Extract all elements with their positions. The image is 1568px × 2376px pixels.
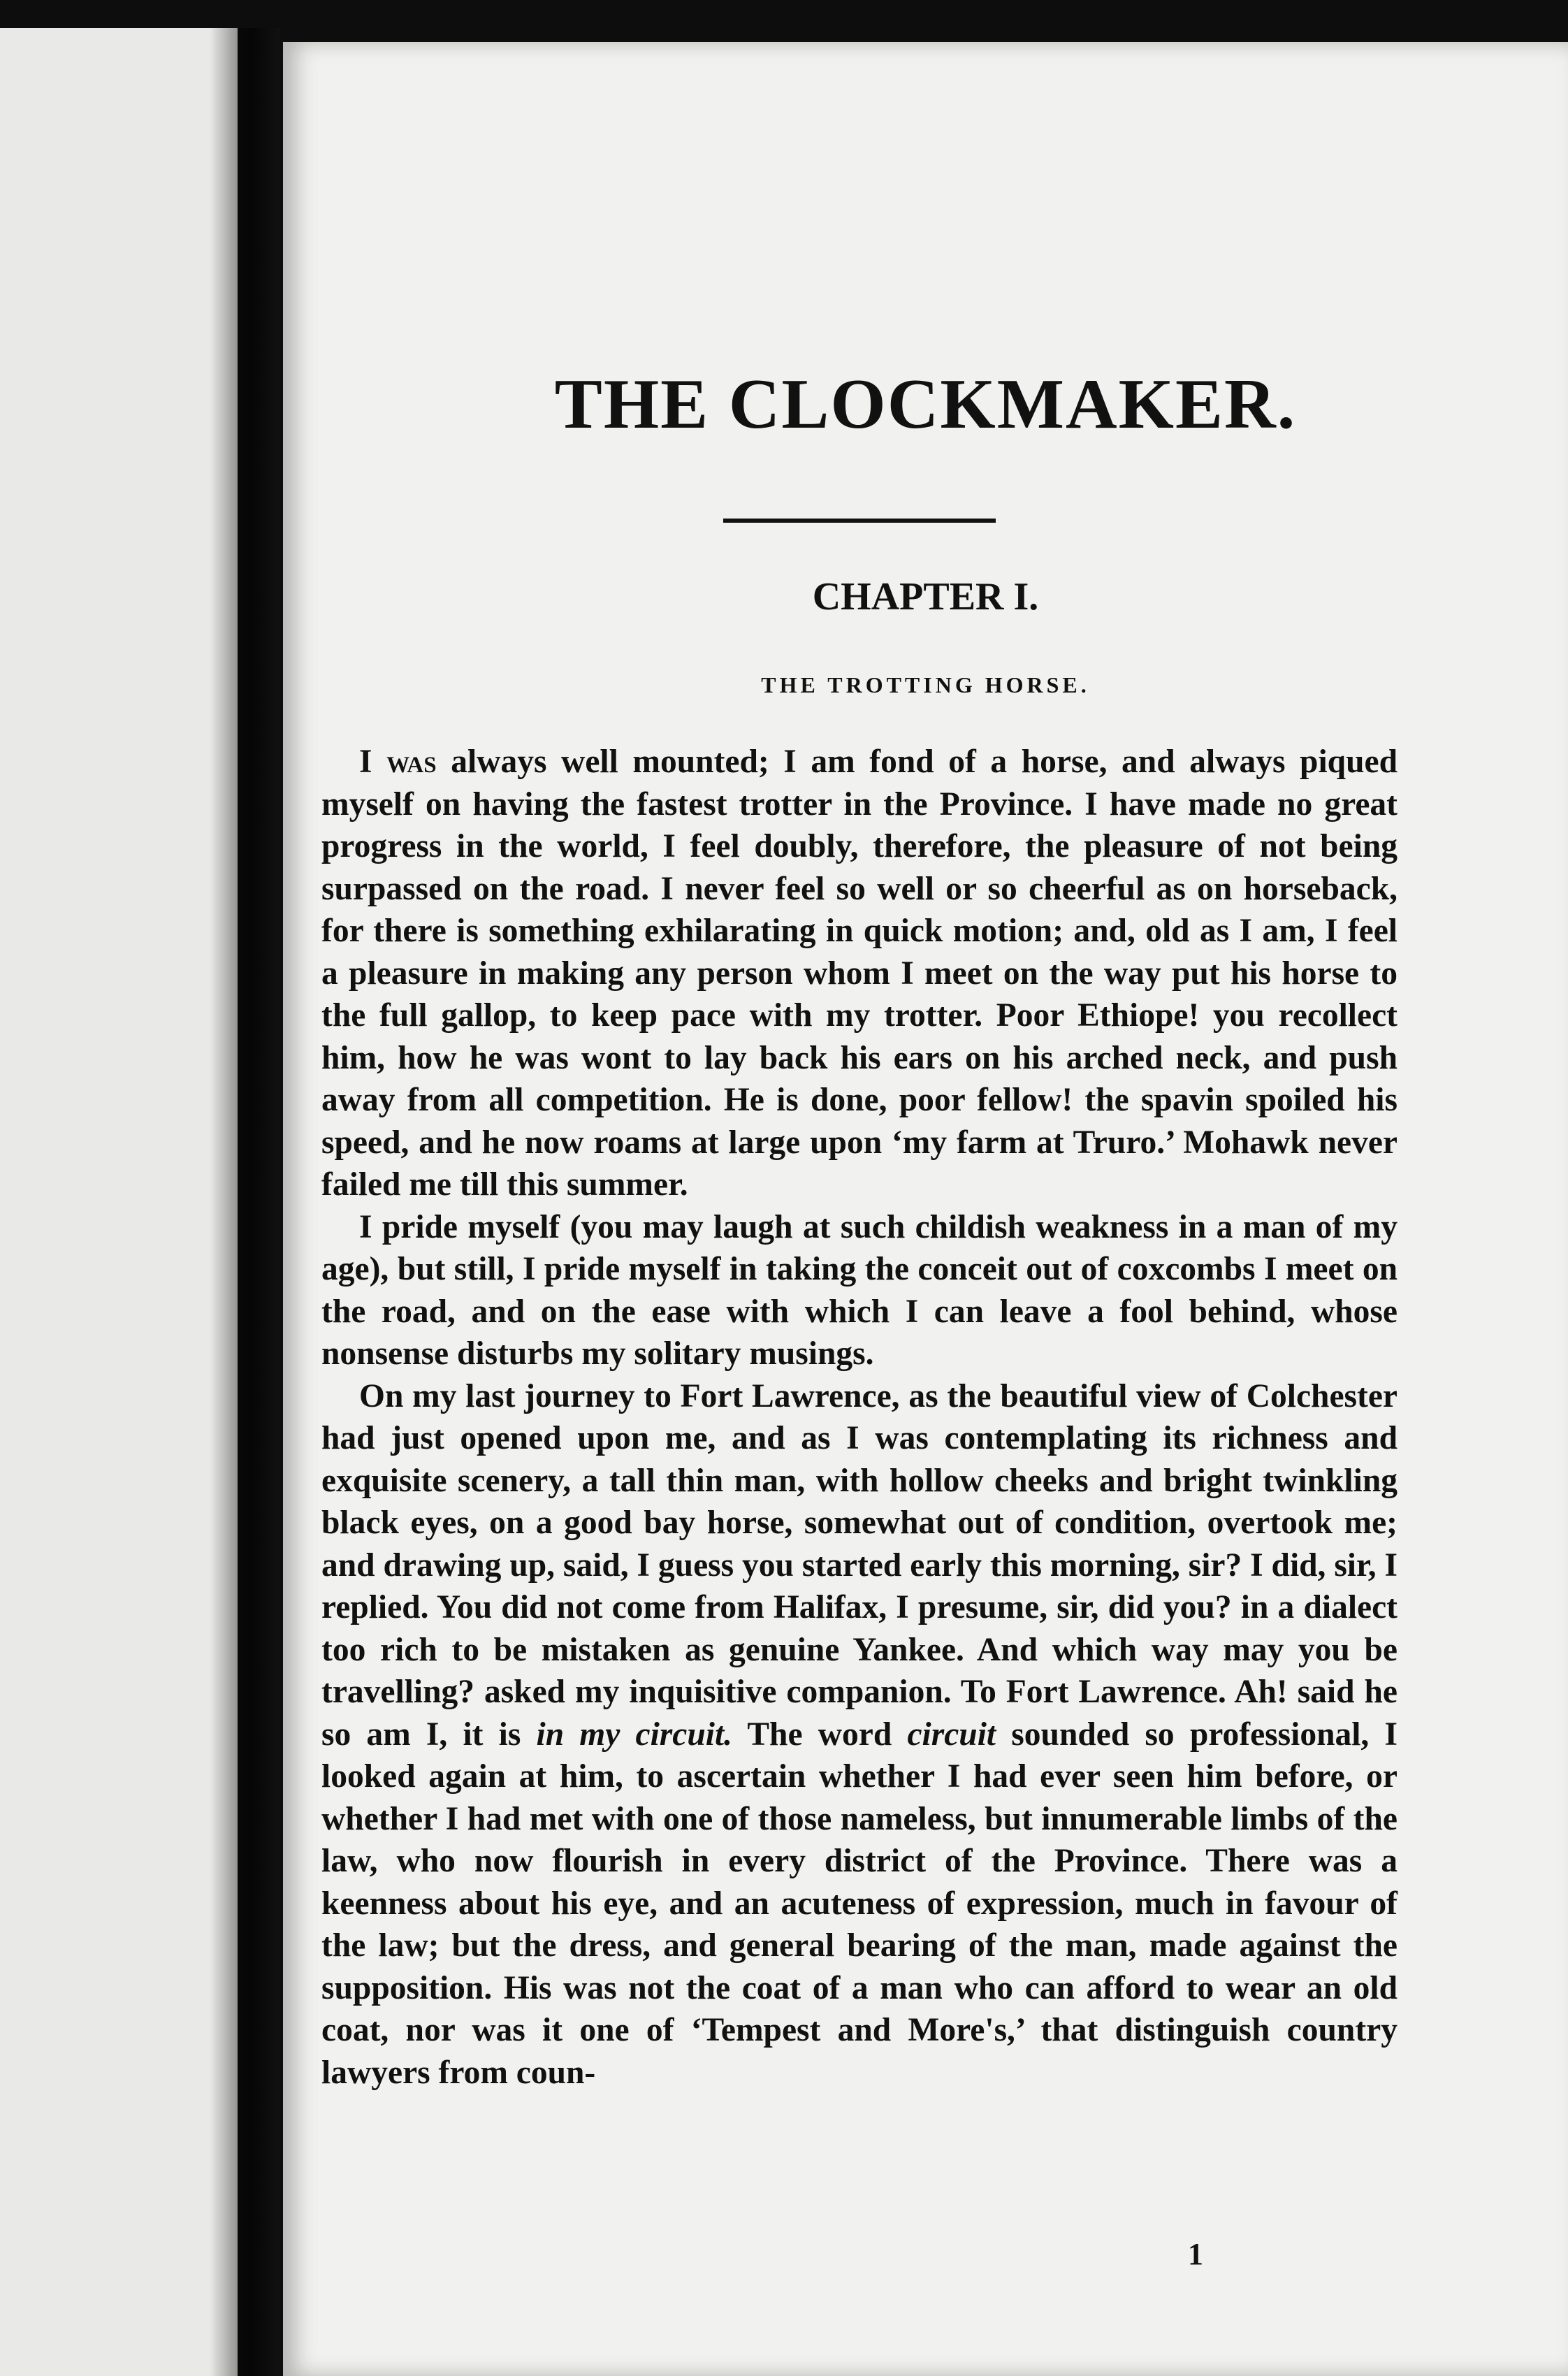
- title-rule: [723, 519, 996, 523]
- page-title: THE CLOCKMAKER.: [554, 365, 1297, 444]
- paragraph-1-text: always well mounted; I am fond of a horse, and always piqued myself on having the fastest trotter in the Province. I have made no great progress in the world, I feel doubly, therefore, the pleasure of not being surpassed on the road. I never feel so well or so cheerful as on horseback, for there is something exhilarating in quick motion; and, old as I am, I feel a pleasure in making any person whom I meet on the way put his horse to the full gallop, to keep pace with my trotter. Poor Ethiope! you recollect him, how he was wont to lay back his ears on his arched neck, and push away from all competition. He is done, poor fellow! the spavin spoiled his speed, and he now roams at large upon ‘my farm at Truro.’ Mohawk never failed me till this summer.: [321, 744, 1398, 1203]
- facing-page: [0, 28, 238, 2376]
- chapter-subtitle: THE TROTTING HORSE.: [761, 672, 1090, 697]
- chapter-heading: CHAPTER I.: [812, 575, 1039, 618]
- paragraph-3-part-3: sounded so professional, I looked again at him, to ascertain whether I had ever seen him before, or whether I had met with one of those nameless, but innumerable limbs of the law, who now flourish in every district of the Province. There was a keenness about his eye, and an acuteness of expression, much in favour of the law; but the dress, and general bearing of the man, made against the supposition. His was not the coat of a man who can afford to wear an old coat, nor was it one of ‘Tempest and More's,’ that distinguish country lawyers from coun-: [321, 1716, 1398, 2091]
- book-page: [283, 42, 1568, 2376]
- paragraph-3-part-1: On my last journey to Fort Lawrence, as the beautiful view of Colchester had just opened upon me, and as I was contemplating its richness and exquisite scenery, a tall thin man, with hollow cheeks and bright twinkling black eyes, on a good bay horse, somewhat out of condition, overtook me; and drawing up, said, I guess you started early this morning, sir? I did, sir, I replied. You did not come from Halifax, I presume, sir, did you? in a dialect too rich to be mistaken as genuine Yankee. And which way may you be travelling? asked my inquisitive companion. To Fort Lawrence. Ah! said he so am I, it is: [321, 1377, 1398, 1753]
- page-gutter-shadow: [210, 28, 280, 2376]
- paragraph-2: I pride myself (you may laugh at such childish weakness in a man of my age), but still, I pride myself in taking the conceit out of coxcombs I meet on the road, and on the ease with which I can leave a fool behind, whose nonsense disturbs my solitary musings.: [321, 1208, 1398, 1372]
- paragraph-1: [321, 741, 1398, 1206]
- paragraph-3-part-2: The word: [732, 1716, 908, 1753]
- paragraph-1-small-caps: was: [386, 744, 437, 780]
- paragraph-1-first-word: I: [359, 744, 372, 780]
- body-text: [321, 741, 1398, 2094]
- paragraph-3-italic-1: in my circuit.: [536, 1716, 733, 1753]
- page-number: 1: [1188, 2237, 1203, 2271]
- paragraph-3-italic-2: circuit: [907, 1716, 996, 1753]
- paragraph-3: [321, 1375, 1398, 2094]
